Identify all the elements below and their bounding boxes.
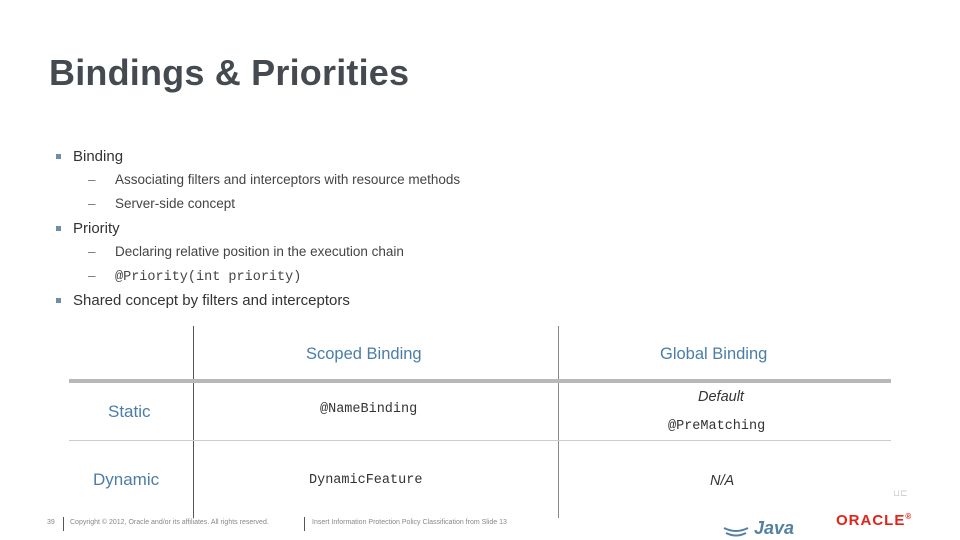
- oracle-logo-text: ORACLE: [836, 512, 906, 529]
- bullet-square-icon: [56, 226, 61, 231]
- footer-separator: [304, 517, 305, 531]
- dash-icon: –: [88, 268, 96, 283]
- bullet-shared: [55, 290, 675, 312]
- bullet-label: Binding: [73, 148, 124, 165]
- table-header-rule: [69, 379, 891, 383]
- oracle-logo: [836, 512, 912, 529]
- bullet-priority: [55, 218, 675, 240]
- sub-bullet: [55, 168, 675, 192]
- sub-bullet-code: @Priority(int priority): [115, 270, 302, 285]
- table-column-divider: [193, 326, 194, 518]
- table-row-rule: [69, 440, 891, 441]
- registered-mark-icon: ®: [905, 512, 913, 521]
- classification-text: Insert Information Protection Policy Classification from Slide 13: [312, 519, 507, 526]
- header-global-binding: Global Binding: [660, 345, 768, 363]
- sub-bullet-text: Server-side concept: [115, 196, 236, 211]
- sub-bullet: [55, 264, 675, 288]
- cell-static-global-default: Default: [698, 389, 744, 405]
- copyright-text: Copyright © 2012, Oracle and/or its affiliates. All rights reserved.: [70, 519, 269, 526]
- bullet-square-icon: [56, 154, 61, 159]
- sub-bullet: [55, 240, 675, 264]
- dash-icon: –: [88, 196, 96, 211]
- row-label-static: Static: [108, 402, 151, 421]
- sub-bullet: [55, 192, 675, 216]
- table-column-divider: [558, 326, 559, 518]
- java-logo-icon: [722, 510, 802, 540]
- cell-static-scoped: @NameBinding: [320, 402, 418, 417]
- page-number: 39: [47, 519, 55, 526]
- row-label-dynamic: Dynamic: [93, 470, 160, 489]
- dash-icon: –: [88, 244, 96, 259]
- bullet-label: Shared concept by filters and interceptors: [73, 292, 350, 309]
- dash-icon: –: [88, 172, 96, 187]
- footer-separator: [63, 517, 64, 531]
- slide-footer: [0, 514, 960, 540]
- watermark-icon: ⊔⊏: [893, 488, 908, 498]
- bullet-square-icon: [56, 298, 61, 303]
- bullet-binding: [55, 146, 675, 168]
- slide-title: Bindings & Priorities: [49, 52, 410, 93]
- cell-dynamic-scoped: DynamicFeature: [309, 473, 423, 488]
- cell-static-global-prematching: @PreMatching: [668, 419, 766, 434]
- svg-text:Java: Java: [754, 518, 795, 538]
- sub-bullet-text: Associating filters and interceptors with resource methods: [115, 172, 461, 187]
- header-scoped-binding: Scoped Binding: [306, 345, 422, 363]
- bullet-label: Priority: [73, 220, 120, 237]
- bullet-list: [55, 146, 675, 312]
- java-logo: [722, 510, 802, 540]
- cell-dynamic-global: N/A: [710, 473, 735, 489]
- sub-bullet-text: Declaring relative position in the execution chain: [115, 244, 404, 259]
